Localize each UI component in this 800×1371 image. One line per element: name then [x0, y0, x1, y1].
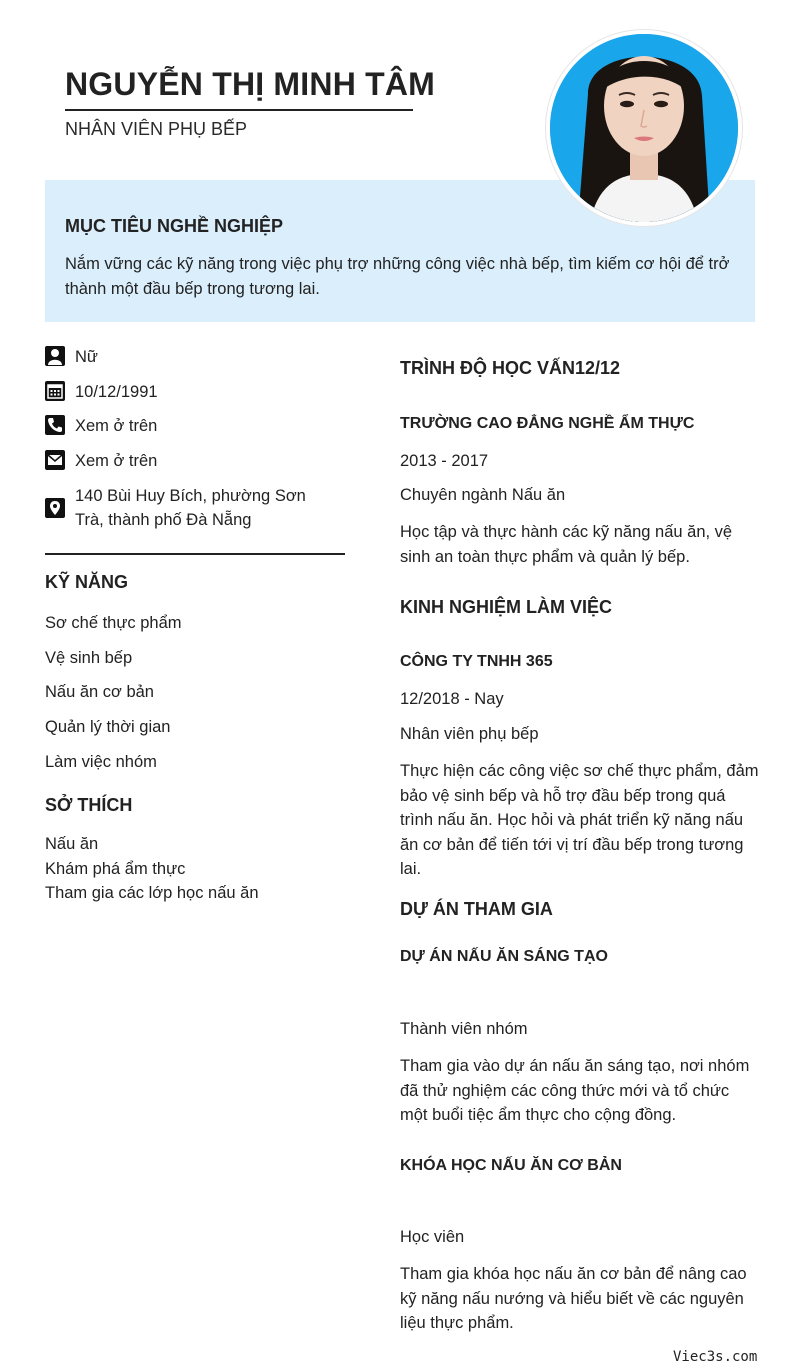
- calendar-icon: [45, 381, 65, 401]
- skill-item: Sơ chế thực phẩm: [45, 614, 182, 632]
- project-role: Học viên: [400, 1228, 465, 1246]
- hobby-item: Tham gia các lớp học nấu ăn: [45, 884, 259, 902]
- watermark: Viec3s.com: [673, 1349, 758, 1365]
- experience-position: Nhân viên phụ bếp: [400, 725, 539, 743]
- education-major: Chuyên ngành Nấu ăn: [400, 486, 566, 504]
- job-title: NHÂN VIÊN PHỤ BẾP: [65, 119, 248, 139]
- experience-heading: KINH NGHIỆM LÀM VIỆC: [400, 597, 613, 617]
- person-icon: [45, 346, 65, 366]
- projects-heading: DỰ ÁN THAM GIA: [400, 899, 553, 919]
- education-description: Học tập và thực hành các kỹ năng nấu ăn, vệ sinh an toàn thực phẩm và quản lý bếp.: [400, 523, 733, 566]
- location-pin-icon: [45, 498, 65, 518]
- phone-value: Xem ở trên: [75, 417, 158, 435]
- experience-company: CÔNG TY TNHH 365: [400, 653, 553, 670]
- project-title: DỰ ÁN NẤU ĂN SÁNG TẠO: [400, 948, 608, 965]
- mail-icon: [45, 450, 65, 470]
- candidate-name: NGUYỄN THỊ MINH TÂM: [65, 66, 436, 102]
- info-email: [45, 449, 157, 473]
- education-school: TRƯỜNG CAO ĐẲNG NGHỀ ẨM THỰC: [400, 415, 695, 432]
- project-description: Tham gia khóa học nấu ăn cơ bản để nâng cao kỹ năng nấu nướng và hiểu biết về các nguyên liệu thực phẩm.: [400, 1265, 747, 1332]
- phone-icon: [45, 415, 65, 435]
- education-heading: TRÌNH ĐỘ HỌC VẤN12/12: [400, 358, 621, 378]
- info-phone: [45, 414, 157, 438]
- skill-item: Vệ sinh bếp: [45, 649, 133, 667]
- gender-value: Nữ: [75, 348, 98, 366]
- project-role: Thành viên nhóm: [400, 1020, 528, 1038]
- left-divider: [45, 553, 345, 555]
- info-gender: [45, 345, 98, 369]
- hobbies-heading: SỞ THÍCH: [45, 795, 133, 815]
- experience-period: 12/2018 - Nay: [400, 690, 504, 708]
- education-period: 2013 - 2017: [400, 452, 489, 470]
- skill-item: Làm việc nhóm: [45, 753, 157, 771]
- experience-description: Thực hiện các công việc sơ chế thực phẩm, đảm bảo vệ sinh bếp và hỗ trợ đầu bếp trong quá trình nấu ăn. Học hỏi và phát triển kỹ năng nấu ăn cơ bản để tiến tới vị trí đầu bếp trong tương lai.: [400, 762, 759, 878]
- objective-text: Nắm vững các kỹ năng trong việc phụ trợ những công việc nhà bếp, tìm kiếm cơ hội để trở thành một đầu bếp trong tương lai.: [65, 255, 730, 298]
- email-value: Xem ở trên: [75, 452, 158, 470]
- address-value: 140 Bùi Huy Bích, phường Sơn Trà, thành phố Đà Nẵng: [75, 487, 306, 529]
- hobby-item: Nấu ăn: [45, 835, 99, 853]
- dob-value: 10/12/1991: [75, 383, 158, 401]
- name-underline: [65, 109, 413, 111]
- info-dob: [45, 380, 158, 404]
- skills-heading: KỸ NĂNG: [45, 572, 129, 592]
- skill-item: Nấu ăn cơ bản: [45, 683, 154, 701]
- project-description: Tham gia vào dự án nấu ăn sáng tạo, nơi nhóm đã thử nghiệm các công thức mới và tổ chức một buổi tiệc ẩm thực cho cộng đồng.: [400, 1057, 750, 1124]
- profile-photo: [546, 30, 742, 226]
- objective-heading: MỤC TIÊU NGHỀ NGHIỆP: [65, 216, 284, 236]
- info-address: [45, 484, 335, 532]
- project-title: KHÓA HỌC NẤU ĂN CƠ BẢN: [400, 1157, 622, 1174]
- skill-item: Quản lý thời gian: [45, 718, 171, 736]
- profile-photo-illustration: [550, 34, 738, 222]
- hobby-item: Khám phá ẩm thực: [45, 860, 186, 878]
